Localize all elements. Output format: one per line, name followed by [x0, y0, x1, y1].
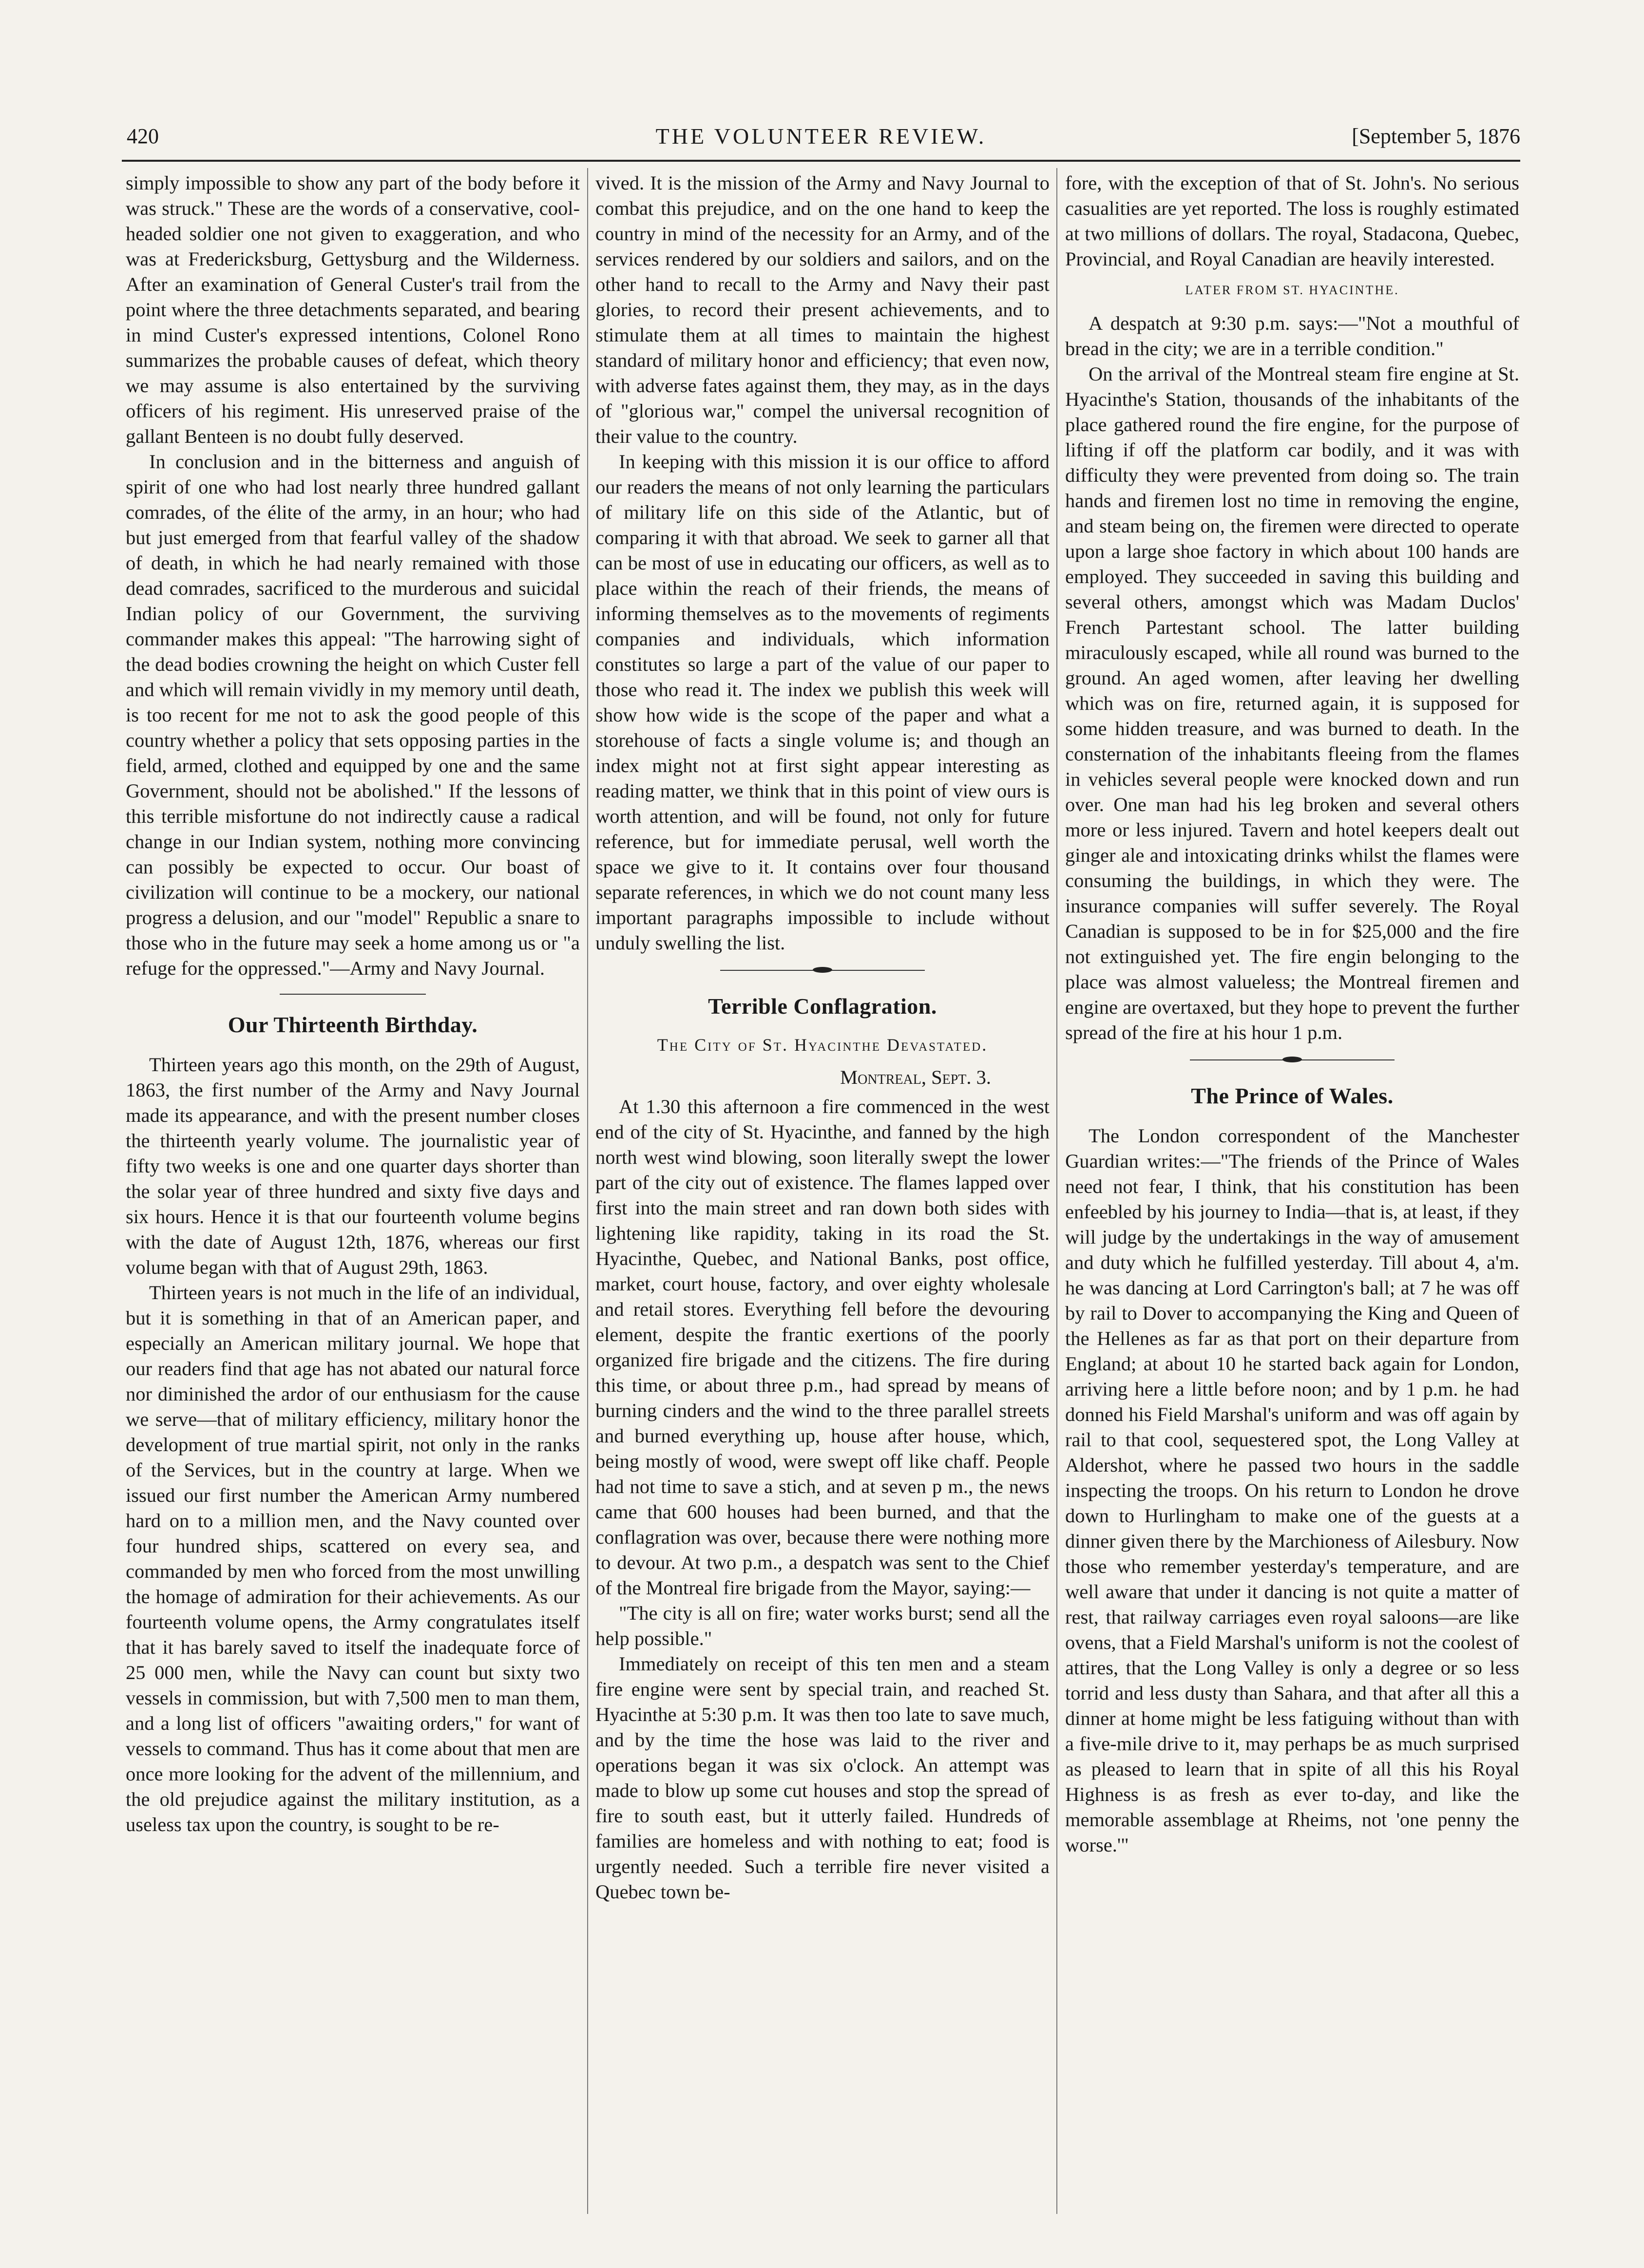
header-rule — [122, 160, 1520, 162]
conflagration-continued: fore, with the exception of that of St. John's. No serious casualities are yet reported. The loss is roughly estimated at two millions of dollars. The royal, Stadacona, Quebec, Provincial, and Royal Canadian are heavily interested. — [1065, 172, 1519, 270]
page-number: 420 — [127, 124, 159, 148]
column-rule-1 — [587, 168, 588, 2214]
conflagration-subheading: The City of St. Hyacinthe Devastated. — [657, 1035, 988, 1055]
custer-paragraph-2: In conclusion and in the bitterness and anguish of spirit of one who had lost nearly three hundred gallant comrades, of the élite of the army, in an hour; who had but just emerged from that fearful valley of the shadow of death, in which he had nearly remained with those dead comrades, sacrificed to the murderous and suicidal Indian policy of our Government, the surviving commander makes this appeal: "The harrowing sight of the dead bodies crowning the height on which Custer fell and which will remain vividly in my memory until death, is too recent for me not to ask the good people of this country whether a policy that sets opposing parties in the field, armed, clothed and equipped by one and the same Government, should not be abolished." If the lessons of this terrible misfortune do not indirectly cause a radical change in our Indian system, nothing more convincing can possibly be expected to occur. Our boast of civilization will continue to be a mockery, our national progress a delusion, and our "model" Republic a snare to those who in the future may seek a home among us or "a refuge for the oppressed."—Army and Navy Journal. — [126, 451, 580, 979]
conflagration-heading: Terrible Conflagration. — [708, 994, 937, 1019]
later-paragraph-1: A despatch at 9:30 p.m. says:—"Not a mouthful of bread in the city; we are in a terrible condition." — [1065, 312, 1519, 359]
birthday-paragraph-2: Thirteen years is not much in the life of an individual, but it is something in that of an American paper, and especially an American military journal. We hope that our readers find that age has not abated our natural force nor diminished the ardor of our enthusiasm for the cause we serve—that of military efficiency, military honor the development of true martial spirit, not only in the ranks of the Services, but in the country at large. When we issued our first number the American Army numbered hard on to a million men, and the Navy counted over four hundred ships, scattered on every sea, and commanded by men who forced from the most unwilling the homage of admiration for their achievements. As our fourteenth volume opens, the Army congratulates itself that it has barely saved to itself the inadequate force of 25 000 men, while the Navy can count but sixty two vessels in commission, but with 7,500 men to man them, and a long list of officers "awaiting orders," for want of vessels to command. Thus has it come about that men are once more looking for the advent of the millennium, and the old prejudice against the military institution, as a useless tax upon the country, is sought to be re- — [126, 1282, 580, 1835]
conflagration-paragraph-2: Immediately on receipt of this ten men and a steam fire engine were sent by special train, and reached St. Hyacinthe at 5:30 p.m. It was then too late to save much, and by the time the hose was laid to the river and operations began it was six o'clock. An attempt was made to blow up some cut houses and stop the spread of fire to south east, but it utterly failed. Hundreds of families are homeless and with nothing to eat; food is urgently needed. Such a terrible fire never visited a Quebec town be- — [595, 1653, 1050, 1903]
journal-paragraph-1: vived. It is the mission of the Army and Navy Journal to combat this prejudice, and on the one hand to keep the country in mind of the necessity for an Army, and of the services rendered by our soldiers and sailors, and on the other hand to recall to the Army and Navy their past glories, to record their present achievements, and to stimulate them at all times to maintain the highest standard of military honor and efficiency; that even now, with adverse fates against them, they may, as in the days of "glorious war," compel the universal recognition of their value to the country. — [595, 172, 1050, 447]
masthead-title: THE VOLUNTEER REVIEW. — [655, 124, 987, 149]
custer-paragraph-1: simply impossible to show any part of the body before it was struck." These are the words of a conservative, cool-headed soldier one not given to exaggeration, and who was at Fredericksburg, Gettysburg and the Wilderness. After an examination of General Custer's trail from the point where the three detachments separated, and bearing in mind Custer's expressed intentions, Colonel Rono summarizes the probable causes of defeat, which theory we may assume is also entertained by the surviving officers of his regiment. His unreserved praise of the gallant Benteen is no doubt fully deserved. — [126, 172, 580, 447]
ornament-divider — [720, 964, 925, 976]
birthday-paragraph-1: Thirteen years ago this month, on the 29th of August, 1863, the first number of the Army and Navy Journal made its appearance, and with the present number closes the thirteenth yearly volume. The journalistic year of fifty two weeks is one and one quarter days shorter than the solar year of three hundred and sixty five days and six hours. Hence it is that our fourteenth volume begins with the date of August 12th, 1876, whereas our first volume began with that of August 29th, 1863. — [126, 1054, 580, 1278]
running-head — [122, 114, 1520, 158]
prince-paragraph: The London correspondent of the Manchester Guardian writes:—"The friends of the Prince of Wales need not fear, I think, that his constitution has been enfeebled by his journey to India—that is, at least, if they will judge by the undertakings in the way of amusement and duty which he fulfilled yesterday. Till about 4, a'm. he was dancing at Lord Carrington's ball; at 7 he was off by rail to Dover to accompanying the King and Queen of the Hellenes as far as that port on their departure from England; at about 10 he started back again for London, arriving here a little before noon; and by 1 p.m. he had donned his Field Marshal's uniform and was off again by rail to that cool, sequestered spot, the Long Valley at Aldershot, where he passed two hours in the saddle inspecting the troops. On his return to London he drove down to Hurlingham to make one of the guests at a dinner given there by the Marchioness of Ailesbury. Now those who remember yesterday's temperature, and are well aware that under it dancing is not quite a matter of rest, that railway carriages even royal saloons—are like ovens, that a Field Marshal's uniform is not the coolest of attires, that the Long Valley is only a degree or so less torrid and less dusty than Sahara, and that after all this a dinner at home might be less fatiguing without than with a five-mile drive to it, may perhaps be as much surprised as pleased to learn that in spite of all this his Royal Highness is as fresh as ever to-day, and like the memorable assemblage at Rheims, not 'one penny the worse.'" — [1065, 1125, 1519, 1856]
column-1 — [126, 170, 580, 2236]
birthday-heading: Our Thirteenth Birthday. — [228, 1012, 478, 1037]
column-3 — [1065, 170, 1519, 2236]
section-divider — [280, 994, 426, 995]
conflagration-paragraph-1: At 1.30 this afternoon a fire commenced in the west end of the city of St. Hyacinthe, and fanned by the high north west wind blowing, soon literally swept the lower part of the city out of existence. The flames lapped over first into the main street and ran down both sides with lightening like rapidity, taking in its road the St. Hyacinthe, Quebec, and National Banks, post office, market, court house, factory, and over eighty wholesale and retail stores. Everything fell before the devouring element, despite the frantic exertions of the poorly organized fire brigade and the citizens. The fire during this time, or about three p.m., had spread by means of burning cinders and the wind to the three parallel streets and burned everything up, house after house, which, being mostly of wood, were swept off like chaff. People had not time to save a stich, and at seven p m., the news came that 600 houses had been burned, and that the conflagration was over, because there were nothing more to devour. At two p.m., a despatch was sent to the Chief of the Montreal fire brigade from the Mayor, saying:— — [595, 1096, 1050, 1599]
later-heading: LATER FROM ST. HYACINTHE. — [1185, 283, 1399, 297]
ornament-divider — [1190, 1054, 1395, 1066]
column-2 — [595, 170, 1050, 2236]
journal-paragraph-2: In keeping with this mission it is our office to afford our readers the means of not only learning the particulars of military life on this side of the Atlantic, but of comparing it with that abroad. We seek to garner all that can be most of use in educating our officers, as well as to place within the reach of their friends, the means of informing themselves as to the movements of regiments companies and individuals, which information constitutes so large a part of the value of our paper to those who read it. The index we publish this week will show how wide is the scope of the paper and what a storehouse of facts a single volume is; and though an index might not at first sight appear interesting as reading matter, we think that in this point of view ours is worth attention, and will be found, not only for future reference, but for immediate perusal, well worth the space we give to it. It contains over four thousand separate references, in which we do not count many less important paragraphs impossible to include without unduly swelling the list. — [595, 451, 1050, 954]
conflagration-quote: "The city is all on fire; water works burst; send all the help possible." — [595, 1602, 1050, 1649]
issue-date: [September 5, 1876 — [1352, 124, 1520, 148]
conflagration-dateline: Montreal, Sept. 3. — [840, 1066, 991, 1088]
prince-heading: The Prince of Wales. — [1191, 1083, 1394, 1108]
later-paragraph-2: On the arrival of the Montreal steam fire engine at St. Hyacinthe's Station, thousands of the inhabitants of the place gathered round the fire engine, for the purpose of lifting if off the platform car bodily, and it was with difficulty they were prevented from doing so. The train hands and firemen lost no time in removing the engine, and steam being on, the firemen were directed to operate upon a large shoe factory in which about 100 hands are employed. They succeeded in saving this building and several others, amongst which was Madam Duclos' French Partestant school. The latter building miraculously escaped, while all round was burned to the ground. An aged women, after leaving her dwelling which was on fire, returned again, it is supposed for some hidden treasure, and was burned to death. In the consternation of the inhabitants fleeing from the flames in vehicles several people were knocked down and run over. One man had his leg broken and several others more or less injured. Tavern and hotel keepers dealt out ginger ale and intoxicating drinks whilst the flames were consuming the buildings, in which they were. The insurance companies will suffer severely. The Royal Canadian is supposed to be in for $25,000 and the fire not extinguished yet. The fire engin belonging to the place was almost valueless; the Montreal firemen and engine are overtaxed, but they hope to prevent the further spread of the fire at his hour 1 p.m. — [1065, 363, 1519, 1043]
column-rule-2 — [1056, 168, 1057, 2214]
